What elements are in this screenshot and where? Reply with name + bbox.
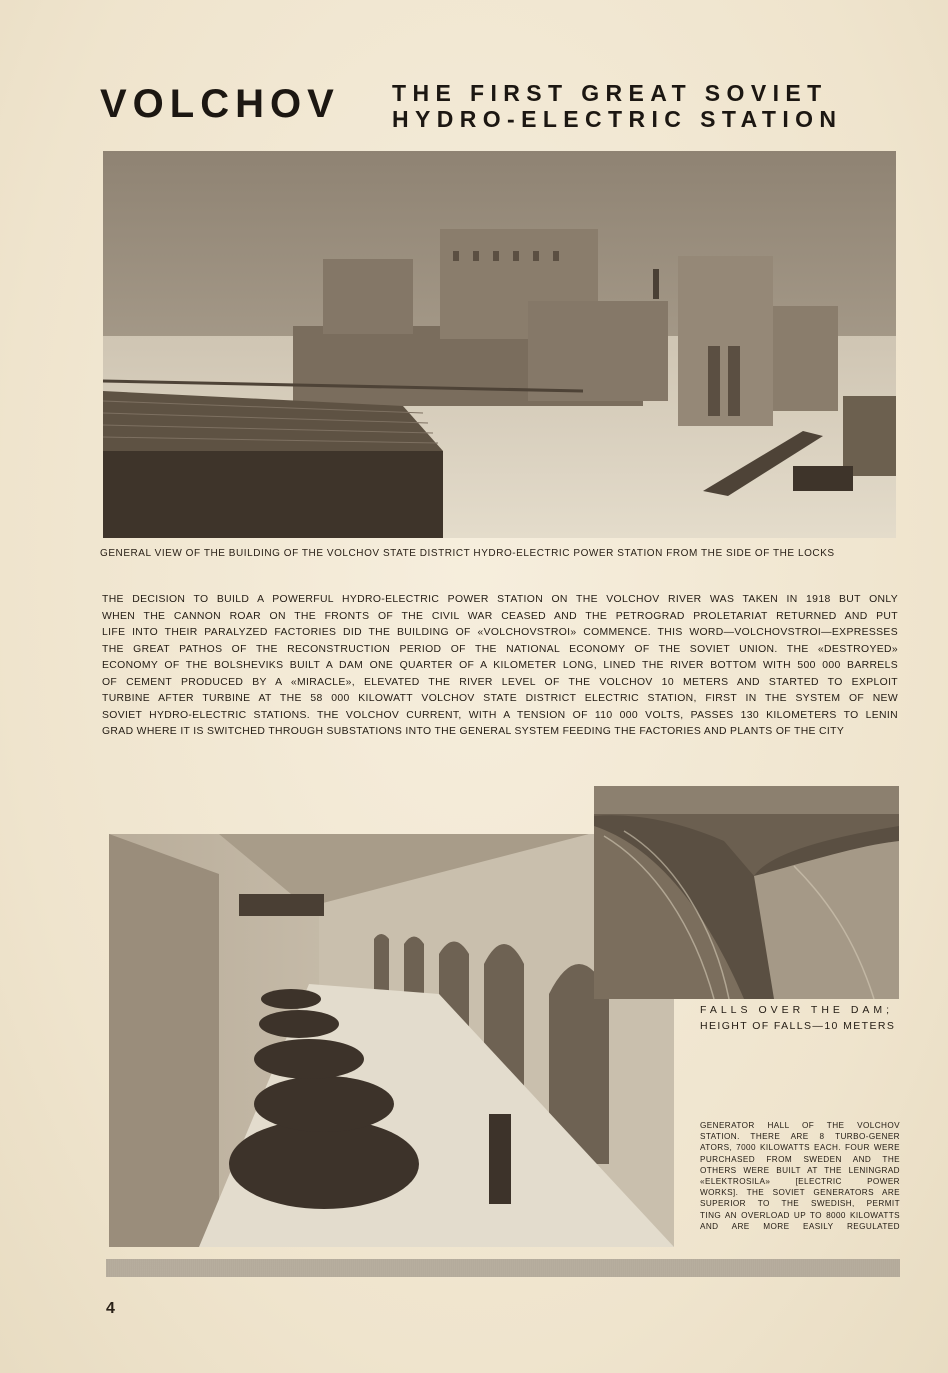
- caption-line: GENERATOR HALL OF THE VOLCHOV: [700, 1121, 900, 1130]
- caption-line: SUPERIOR TO THE SWEDISH, PERMIT: [700, 1199, 900, 1209]
- caption-line: AND ARE MORE EASILY REGULATED: [700, 1221, 900, 1231]
- body-line: GRAD WHERE IT IS SWITCHED THROUGH SUBSTATIONS INTO THE GENERAL SYSTEM FEEDING THE FACTORIES AND PLANTS OF THE CITY: [102, 726, 845, 737]
- body-line: WHEN THE CANNON ROAR ON THE FRONTS OF THE CIVIL WAR CEASED AND THE PETROGRAD PROLETARIAT RETURNED AND PUT: [102, 610, 898, 622]
- caption-line: ATORS, 7000 KILOWATTS EACH. FOUR WERE: [700, 1143, 900, 1153]
- dam-falls-photo: [594, 786, 899, 999]
- page-title: VOLCHOV: [100, 82, 340, 126]
- body-line: TURBINE AFTER TURBINE AT THE 58 000 KILOWATT VOLCHOV STATE DISTRICT ELECTRIC STATION, FIRST IN THE SYSTEM OF NEW: [102, 693, 898, 704]
- falls-caption-line-2: HEIGHT OF FALLS—10 METERS: [700, 1020, 896, 1032]
- decorative-bar: [106, 1259, 900, 1277]
- body-line: SOVIET HYDRO-ELECTRIC STATIONS. THE VOLCHOV CURRENT, WITH A TENSION OF 110 000 VOLTS, PASSES 130 KILOMETERS TO LENIN: [102, 709, 898, 721]
- subtitle-line-1: THE FIRST GREAT SOVIET: [392, 80, 828, 106]
- generator-hall-photo: [109, 834, 674, 1247]
- body-line: ECONOMY OF THE BOLSHEVIKS BUILT A DAM ONE QUARTER OF A KILOMETER LONG, LINED THE RIVER BOTTOM WITH 500 000 BARRELS: [102, 660, 898, 671]
- generator-hall-caption: [700, 1120, 900, 1232]
- article-body: [102, 592, 898, 741]
- page-number: 4: [106, 1300, 115, 1317]
- caption-line: PURCHASED FROM SWEDEN AND THE: [700, 1154, 900, 1164]
- general-view-caption: GENERAL VIEW OF THE BUILDING OF THE VOLCHOV STATE DISTRICT HYDRO-ELECTRIC POWER STATION FROM THE SIDE OF THE LOCKS: [100, 548, 835, 559]
- caption-line: WORKS]. THE SOVIET GENERATORS ARE: [700, 1188, 900, 1198]
- general-view-photo: [103, 151, 896, 538]
- caption-line: TING AN OVERLOAD UP TO 8000 KILOWATTS: [700, 1210, 900, 1220]
- body-line: THE DECISION TO BUILD A POWERFUL HYDRO-ELECTRIC POWER STATION ON THE VOLCHOV RIVER WAS TAKEN IN 1918 BUT ONLY: [102, 594, 898, 605]
- body-line: LIFE INTO THEIR PARALYZED FACTORIES DID THE BUILDING OF «VOLCHOVSTROI» COMMENCE. THIS WORD—VOLCHOVSTROI—EXPRESSES: [102, 627, 898, 638]
- caption-line: STATION. THERE ARE 8 TURBO-GENER: [700, 1132, 900, 1142]
- falls-caption: [700, 1002, 900, 1034]
- falls-caption-line-1: FALLS OVER THE DAM;: [700, 1004, 894, 1016]
- page-subtitle: [392, 80, 902, 132]
- body-line: OF CEMENT PRODUCED BY A «MIRACLE», ELEVATED THE RIVER LEVEL OF THE VOLCHOV 10 METERS AND STARTED TO EXPLOIT: [102, 676, 898, 688]
- body-line: THE GREAT PATHOS OF THE RECONSTRUCTION PERIOD OF THE NATIONAL ECONOMY OF THE SOVIET UNION. THE «DESTROYED»: [102, 643, 898, 655]
- subtitle-line-2: HYDRO-ELECTRIC STATION: [392, 106, 843, 132]
- caption-line: «ELEKTROSILA» [ELECTRIC POWER: [700, 1177, 900, 1187]
- caption-line: OTHERS WERE BUILT AT THE LENINGRAD: [700, 1165, 900, 1175]
